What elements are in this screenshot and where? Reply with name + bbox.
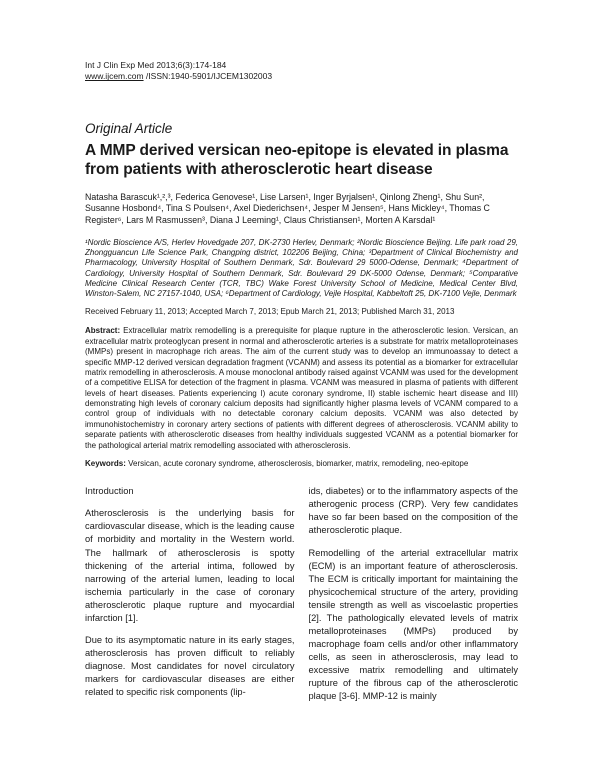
right-column	[309, 485, 519, 711]
keywords-block	[85, 459, 518, 469]
body-columns	[85, 485, 518, 711]
article-title: A MMP derived versican neo-epitope is elevated in plasma from patients with atherosclerotic heart disease	[85, 141, 509, 179]
abstract-block	[85, 326, 518, 451]
dates-line: Received February 11, 2013; Accepted March 7, 2013; Epub March 21, 2013; Published March 31, 2013	[85, 307, 455, 317]
journal-citation: Int J Clin Exp Med 2013;6(3):174-184	[85, 60, 227, 70]
author-list: Natasha Barascuk¹,²,³, Federica Genovese¹, Lise Larsen¹, Inger Byrjalsen¹, Qinlong Zheng¹, Shu Sun², Susanne Hosbond⁴, Tina S Poulsen⁴, Axel Diederichsen⁴, Jesper M Jensen⁵, Hans Mickley⁴, Thomas C Register⁶, Lars M Rasmussen³, Diana J Leeming¹, Claus Christiansen¹, Morten A Karsdal¹	[85, 191, 490, 225]
journal-url-link[interactable]: www.ijcem.com	[85, 71, 144, 82]
journal-header	[85, 60, 518, 83]
article-type-label: Original Article	[85, 120, 173, 136]
keywords-label: Keywords:	[85, 459, 126, 469]
abstract-label: Abstract:	[85, 326, 121, 336]
journal-line2	[85, 71, 518, 82]
body-paragraph: Remodelling of the arterial extracellular matrix (ECM) is an important feature of atherosclerosis. The ECM is critically important for maintaining the physicochemical structure of the artery, providing tensile strength as well as viscoelastic properties [2]. The pathologically elevated levels of matrix metalloproteinases (MMPs) produced by macrophage foam cells and/or other inflammatory cells, as seen in atherosclerosis, may lead to excessive matrix remodelling and ultimately rupture of the fibrous cap of the atherosclerotic plaque [3-6]. MMP-12 is mainly	[308, 547, 518, 701]
body-paragraph: Atherosclerosis is the underlying basis for cardiovascular disease, which is the leading cause of morbidity and mortality in the Western world. The hallmark of atherosclerosis is spotty thickening of the arterial intima, followed by narrowing of the arterial lumen, leading to local ischemia particularly in the case of coronary atherosclerotic plaque rupture and myocardial infarction [1].	[85, 508, 295, 623]
body-paragraph: Due to its asymptomatic nature in its early stages, atherosclerosis has proven difficult to reliably diagnose. Most candidates for novel circulatory markers for cardiovascular diseases are either related to specific risk components (lip-	[85, 634, 295, 697]
body-paragraph: ids, diabetes) or to the inflammatory aspects of the atherogenic process (CRP). Very few candidates have so far been based on the composition of the atherosclerotic plaque.	[308, 486, 518, 536]
title-block	[85, 121, 518, 180]
affiliations: ¹Nordic Bioscience A/S, Herlev Hovedgade 207, DK-2730 Herlev, Denmark; ²Nordic Bioscience Beijing. Life park road 29, Zhongguancun Life Science Park, Changping district, 102206 Beijing, China; ³Department of Clinical Biochemistry and Pharmacology, University Hospital of Southern Denmark, Sdr. Boulevard 29 5000-Odense, Denmark; ⁴Department of Cardiology, University Hospital of Southern Denmark, Sdr. Boulevard 29 DK-5000 Odense, Denmark; ⁵Comparative Medicine Clinical Research Center (TCR, TBC) Wake Forest University School of Medicine, Medical Center Blvd, Winston-Salem, NC 27157-1040, USA; ⁶Department of Cardiology, Vejle Hospital, Kabbeltoft 25, DK-7100 Vejle, Denmark	[85, 237, 518, 299]
journal-issn: /ISSN:1940-5901/IJCEM1302003	[143, 71, 273, 82]
abstract-text: Extracellular matrix remodelling is a prerequisite for plaque rupture in the atherosclerotic lesion. Versican, an extracellular matrix proteoglycan present in normal and atherosclerotic arteries is a substrate for matrix metalloproteinases (MMPs) present in macrophage rich areas. The aim of the current study was to develop an immunoassay to detect a specific MMP-12 derived versican degradation fragment (VCANM) and assess its potential as a biomarker for extracellular matrix remodelling in atherosclerosis. A mouse monoclonal antibody raised against VCANM was used for the development of a competitive ELISA for detection of the fragment in plasma. VCANM was measured in plasma of patients with different levels of heart diseases. Patients experiencing I) acute coronary syndrome, II) stable ischemic heart disease and III) demonstrating high levels of coronary calcium deposits had significantly higher plasma levels of VCANM compared to a control group of individuals with no detectable coronary calcium deposits. VCANM was also detected by immunohistochemistry in coronary artery sections of patients with different degrees of atherosclerosis. VCANM ability to separate patients with atherosclerotic diseases from healthy individuals suggested VCANM as a potential biomarker for the pathological arterial matrix remodelling associated with atherosclerosis.	[85, 326, 518, 450]
keywords-text: Versican, acute coronary syndrome, atherosclerosis, biomarker, matrix, remodeling, neo-epitope	[125, 459, 469, 469]
left-column	[85, 485, 295, 711]
section-heading-introduction: Introduction	[85, 486, 134, 497]
